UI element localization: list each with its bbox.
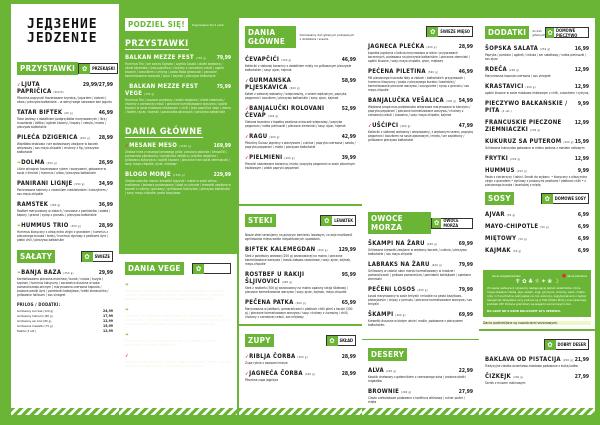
item-price: 32,99 [216,332,231,338]
item-price: 15,99 [574,139,589,145]
item-price: 28,99 [341,371,356,377]
leaf-icon: ❧ [125,307,130,313]
stamp-sosy: ✿ DOMOWE SOSY [541,193,589,204]
item-description: Karmelizowana pieczona marchew / burak / rukola / kuzyla / szpinak / hummus klasyczny / soczewica duszona w sosie pomarańczowo-winnym / marynowana czerwona kapusta / prażone pestki dyni / pomidorki koktajlowe / kiełki słonecznika / grillowane halloumi / sos vinegret [17,277,109,297]
item-price: 6,99 [577,224,589,230]
item-price: 12,99 [574,67,589,73]
menu-item: KRASTAVICI (200 g) 12,99 ogórki kiszone w sosie miodowo-imbirowym z chilli, czosnkiem i cytryną [485,83,589,95]
leaf-icon: ✿ [321,216,332,226]
chili-icon: ➶ [245,354,250,360]
item-description: Grillowane krewetki zawijane w wędzony boczek / cukinia / pieczywo bałkańskie / sos mayo-chipotle [368,248,467,256]
chili-icon: ● [562,273,567,279]
item-price: 27,99 [574,374,589,380]
item-description: Stek z polędwicy wołowej (250 g) sezonowanej na mokro / pieczone karmelizowane warzywa / masło ziołowo-czosnkowe / sosy: ajvar, kajmak, mayo-chipotle [245,254,351,266]
section-title-steki: STEKI [245,214,276,227]
side-item: Falafel (3 szt.) 12,99 [17,329,113,333]
menu-item: KUKURUZ SA PUTEROM (200 g) 15,99 Grillowana kukurydza gotowana w mleku podana z masłem ziołowym [485,138,589,150]
allergen-icons: ♆ ✿ ♣ ☼ ✦ ❀ ☽ [515,278,559,285]
section-title-morza: OWOCE MORZA [368,212,431,234]
item-price: 69,99 [458,312,473,318]
menu-item: JAGNECA PLEĆKA (400 g) 28,99 Łopatka jagnięcia z kością marynowana w winie i przyprawach korzennych, podawana na pieczywie bałkańskim / pieczone ziemniaki / ogórki kiszone / sosy: mayo-chipotle, ajvar, miętowy [368,43,473,63]
item-price: 6,99 [577,236,589,242]
item-description: Łosoś marynowany w sosie teriyaki i miodzie na pesto bazyliowo-pistacjowym / chipsy z jarmużu / pieczone karmelizowane warzywa / sos teriyaki [368,294,472,306]
sub-dania-glowne: DANIA GŁÓWNE [125,127,203,137]
menu-item: PIECZYWO BAŁKAŃSKIE / PITA (4 szt.) 9,99 [485,100,589,114]
stamp-glowne: ✿ ŚWIEŻE MIĘSO [426,26,473,37]
item-price: 28,99 [458,44,473,50]
item-description: Wątróbka drobiowa i ser wołowinowy zawijane w boczek wieprzowy / sos mayo-chipotle / chutney z fig / pieczywo bałkańskie [17,142,99,154]
item-price: 12,99 [574,84,589,90]
item-description: Grillowany w całości okoń morski karmelizowany w miodzie i pomarańczach / grillowa pomarańcza / pomidorki koktajlowe / opiekane ziemniaki [368,269,472,281]
item-description: Krewetki duszone w białym winie i maśle, podawane z pieczywem bałkańskim. [368,319,463,327]
menu-item: ROSTBEF U RAKIJI ŠLJIVOVICI (400 g) 95,99 Stek z rostbefu (300 g) sezonowany na mokro opalony rakiją śliwkową / pieczone karmelizowane warzywa / sosy: ajvar, kajmak, mayo-chipotle [245,271,356,294]
menu-item: ŠKAMPI (400 g) 69,99 Krewetki duszone w białym winie i maśle, podawane z pieczywem bałkańskim. [368,311,473,327]
menu-item: RDEČA (200 g) 12,99 Marynowana kapusta czerwona / sos vinegret [485,66,589,78]
menu-item: PILEĆA DZIGERICA (200 g) 28,99 Wątróbka drobiowa i ser wołowinowy zawijane w boczek wieprzowy / sos mayo-chipotle / chutney z fig / pieczywo bałkańskie [17,134,113,154]
leaf-icon: ❧ [125,282,130,288]
leaf-icon: ● [487,273,491,279]
item-price: 39,99 [341,155,356,161]
menu-item: BALKAN MEZZE FEST (700 g) 79,99 Hummus Trio / ser solony Špinata / szynka Gouda / oliwki wędzone / oliwki kalamata / ljuta papričica / chutney z czerwonej cebuli / ogórki kiszone / czosnkiem i cytryną / pasta Baba ghanoush / pieczone karmelizowane warzywa / ajvar / kajmak / pieczywo bałkańskie [125,54,231,78]
item-price: 28,99 [98,135,113,141]
menu-item: ČIZKEJK (200 g) 27,99 Sernik z musem malinowym [485,373,589,385]
menu-item: BIFTEK KALEMEGDAN (400 g) 129,99 Stek z polędwicy wołowej (250 g) sezonowanej na mokro / pieczone karmelizowane warzywa / masło ziołowo-czosnkowe / sosy: ajvar, kajmak, mayo-chipotle [245,246,356,266]
menu-page [5,4,595,415]
menu-item: PEČENA PATKA (400 g) 65,99 Marynowana w jabłkach, pomarańczach i płatkach chilli pierś z kaczki (300 g) / pieczone karmelizowane warzywa / sosy: chutney z żurawiny i chilli, chutney z czerwonej cebuli, sos miętowy [245,299,356,319]
item-price: 28,99 [98,223,113,229]
column-podziel: PODZIEL SIĘ! Sugerowane dla 2 osób. PRZYSTAWKI BALKAN MEZZE FEST (700 g) 79,99 Hummus Trio / ser solony Špinata / szynka Gouda / oliwki wędzone / oliwki kalamata / ljuta papričica / chutney z czerwonej cebuli / ogórki kiszone / czosnkiem i cytryną / pasta Baba ghanoush / pieczone karmelizowane warzywa / ajvar / kajmak / pieczywo bałkańskie ❧BALKAN MEZZE FEST VEGE (700 g) 75,99 Hummus Trio / suszone pomidory / oliwki wędzone / oliwki kalamata / chutney z czerwonej cebuli / pieczone karmelizowane warzywa / ogórki kiszone w sosie miodowo-imbirowym z chilli / ljuta papričica vege / dolma / falafel / ajvar / kajmak / pasta baba ghanoush / pieczywo bałkańskie DANIA GŁÓWNE ➶MESANE MESO (1600 g) 169,99 Zestaw mięs z naszego lamowego grilla: pieczona golonka / ćevapčići / gurmanska pljeskavica / banjalučka vešalica / piletina dzigerica / grillowana kukurydza / ogórki kiszone / pieczone francuskie ziemniaczki / sosy: mayo-chipotle, ajvar, miętowy BLOGO MORJE (1300 g) 229,99 Zestaw owoców morza: krewetki tygrysie i małże w sosie winno-maślanym / kalmary panierowane / okoń w cytrynie / krewetki zawijane w boczek z cukinią / gambasy / grillowana kukurydza / pieczywo bałkańskie / sosy: mayo-chipotle, pesto bazyliowe DANIA VEGE ✿ BEZ MIĘSA ❧BANJA HALLOUMI (400 g) 46,99 Panierowany w kolorowym sezamie ser halloumi podany na pieczonej cukinii z soczewicą duszoną w winie i sokiem pomarańczy / pieczona papryka / grillowane pomidorki koktajlowe / kiełki słonecznika ❧PEČENI SIR (400 g) 38,99 Zapiekany ser sałatkowy z pomidorkami koktajlowymi / tymiankiem / czarne oliwki / grillowana papryka / cukinia / chutney z czerwonej cebuli / tuszowane płatki chili / oliwa czosnkowa / pieczywo bałkańskie ❧PALAČINKI (400 g) 32,99 Placki warzywne / pasta Baba Ghanoush / ser sałatkowy / kiełki słonecznika / pomidorki koktajlowe ➶RAGU VEGE (400 g) 35,99 Pikantny Gulasz warzywny / cukinia / papryka czerwona / sałata / papryka pepperoni / jogurt grecki / mięta / pieczywo bałkańskie [119,4,237,415]
stamp-desery: ✿ DOBRY DESER [544,339,589,350]
item-description: Pikantny Gulasz warzywny / cukinia / papryka czerwona / sałata / papryka pepperoni / jogurt grecki / mięta / pieczywo bałkańskie [125,360,231,368]
item-price: 9,99 [577,168,589,174]
item-description: Grillowana kukurydza gotowana w mleku podana z masłem ziołowym [485,146,585,150]
allergen-info-box: ● danie wegetariańskie ● danie pikantne ♆ ✿ ♣ ☼ ✦ ❀ ☽ W naszej restauracji używamy następującej jakości składników, które mogą zawierać zboża, jaja, sezam, soja, gorczyca, orzechy, seler, mleko, ryby i ich pochodne. Jeśli jesteś na coś uczulony, zapytaj kelnera o wykaz alergenów. Wszystkie ceny podane są w PLN (Polski Złoty) oraz zawierają podatek VAT. Podane gramatury są wagami surowcowymi dań. DO GRUP OD 6 OSÓB DOLICZAMY 10% SERWISU. [483,270,591,317]
item-description: Kotlet z siekanej wołowiny / wieprzowiny, z serem wędzonym, papryką pepperoni i boczkiem / pieczywo bałkańskie / sosy: ajvar, kajmak [245,92,347,100]
item-description: Łopatka jagnięcia z kością marynowana w winie i przyprawach korzennych, podawana na pieczywie bałkańskim / pieczone ziemniaki / ogórki kiszone / sosy: mayo-chipotle, ajvar, miętowy [368,51,470,63]
menu-item: ĆEVAPČIĆI (300 g) 46,99 Kotleciki z siekanej baraniny z dodatkiem mięty na grillowanym pieczywie bałkańskim / sosy: ajvar, kajmak [245,56,356,72]
item-description: Rostbef marynowany w ziołach / concasse z pomidorów / sałata / kapary / granat / syrop z granatu / pieczywo bałkańskie [17,209,111,217]
section-title-dodatki: DODATKI [485,26,529,39]
leaf-icon: ❧ [17,160,22,166]
column-przystawki [5,4,119,415]
item-price: 6,99 [577,248,589,254]
menu-item: PEČENI LOSOS (400 g) 79,99 Łosoś marynowany w sosie teriyaki i miodzie na pesto bazyliowo-pistacjowym / chipsy z jarmużu / pieczone karmelizowane warzywa / sos teriyaki [368,286,473,306]
item-price: 34,99 [98,181,113,187]
menu-item: ŠKAMPI NA ŽARU (400 g) 69,99 Grillowane krewetki zawijane w wędzony boczek / cukinia / pieczywo bałkańskie / sos mayo-chipotle [368,240,473,256]
item-price: 28,99 [341,354,356,360]
menu-item: ➶RIBLJA ČORBA (300 g) 28,99 Zupa rybna z owocami morza [245,353,356,365]
column-glowne-b [362,4,479,204]
item-description: Pół pieczonego kurczaka łódy w ziołach i bałkańskich przyprawach / hummus klasyczny / pasta z pieczonego buraka i laseńskiej / karmelizowane pieczone warzywa / szczypiorek / syrop z granatu / sos mayo-chipotle [368,76,470,92]
item-price: 54,99 [458,98,473,104]
menu-item: PEĆENA PILETINA (500 g) 46,99 Pół pieczonego kurczaka łódy w ziołach i bałkańskich przyprawach / hummus klasyczny / pasta z pieczonego buraka i laseńskiej / karmelizowane pieczone warzywa / szczypiorek / syrop z granatu / sos mayo-chipotle [368,68,473,92]
item-price: 46,99 [98,110,113,116]
item-description: Tradycyjne ciastko orzechowo-miodowe podawane z kulką lodów [485,364,578,368]
item-price: 79,99 [216,55,231,61]
menu-item: HUMMUS (100 g) 9,99 Pasta z ciecierzycy i tahini. Smaki do wyboru: • klasyczny z oliwą extra virgin z granatem • dyniowy z prażonymi pestkami i płatkami chilli • z pieczonego buraka i laseńskiej z miętą [485,167,589,187]
menu-item: ❧PEČENI SIR (400 g) 38,99 Zapiekany ser sałatkowy z pomidorkami koktajlowymi / tymiankiem / czarne oliwki / grillowana papryka / cukinia / chutney z czerwonej cebuli / tuszowane płatki chili / oliwa czosnkowa / pieczywo bałkańskie [125,306,231,326]
item-price: 75,99 [216,84,231,90]
leaf-icon: ✿ [432,218,441,228]
leaf-icon: ❧ [125,84,130,90]
chili-icon: ➶ [17,82,22,88]
leaf-icon: ✿ [82,252,93,262]
stamp-zupy: ✿ SKŁAD [326,335,356,346]
chili-icon: ➶ [368,123,373,129]
item-price: 169,99 [213,143,231,149]
menu-item: ŠOPSKA SALATA (250 g) 16,99 Papryka / pomidor / ogórek / cebula / ser sałatkowy / natka pietruszki / sos ajvar [485,45,589,61]
column-dodatki: DODATKI do dań głównych ✿ DOMOWE PIECZYWO ŠOPSKA SALATA (250 g) 16,99 Papryka / pomidor / ogórek / cebula / ser sałatkowy / natka pietruszki / sos ajvar RDEČA (200 g) 12,99 Marynowana kapusta czerwona / sos vinegret KRASTAVICI (200 g) 12,99 ogórki kiszone w sosie miodowo-imbirowym z chilli, czosnkiem i cytryną PIECZYWO BAŁKAŃSKIE / PITA (4 szt.) 9,99 FRANCUSKIE PIECZONE ZIEMNIACZKI (200 g) 12,99 KUKURUZ SA PUTEROM (200 g) 15,99 Grillowana kukurydza gotowana w mleku podana z masłem ziołowym FRYTKI (200 g) 12,99 HUMMUS (100 g) 9,99 Pasta z ciecierzycy i tahini. Smaki do wyboru: • klasyczny z oliwą extra virgin z granatem • dyniowy z prażonymi pestkami i płatkami chilli • z pieczonego buraka i laseńskiej z miętą SOSY ✿ DOMOWE SOSY AJVAR (50 g) 6,99 MAYO-CHIPOTLE (50 g) 6,99 MIĘTOWY (50 g) 6,99 KAJMAK (50 g) 6,99 [479,4,595,266]
item-price: 129,99 [338,247,356,253]
item-price: 29,99 [98,270,113,276]
item-price: 47,99 [458,123,473,129]
item-price: 12,99 [574,120,589,126]
item-price: 6,99 [577,212,589,218]
chili-icon: ➶ [245,155,250,161]
menu-item: ➶RAGU VEGE (400 g) 35,99 Pikantny Gulasz warzywny / cukinia / papryka czerwona / sałata / papryka pepperoni / jogurt grecki / mięta / pieczywo bałkańskie [125,352,231,368]
item-price: 229,99 [213,172,231,178]
item-description: Pikantna zupa jagnięca [245,378,279,382]
leaf-icon: ✿ [193,264,204,274]
leaf-icon: ✿ [79,64,90,74]
item-description: Zapiekany ser sałatkowy z pomidorkami koktajlowymi / tymiankiem / czarne oliwki / grillowana papryka / cukinia / chutney z czerwonej cebuli / tuszowane płatki chili / oliwa czosnkowa / pieczywo bałkańskie [125,314,231,326]
item-description: Pikantny Gulasz jagnięcy z warzywami / cukinia / papryka czerwona / sałata / papryka pepperoni / mięta / pieczywo bałkańskie [245,141,356,149]
chili-icon: ➶ [125,353,130,359]
menu-item: FRYTKI (200 g) 12,99 [485,155,589,162]
menu-item: ❧PALAČINKI (400 g) 32,99 Placki warzywne / pasta Baba Ghanoush / ser sałatkowy / kiełki słonecznika / pomidorki koktajlowe [125,331,231,347]
item-description: Zupa rybna z owocami morza [245,361,288,365]
item-price: 42,99 [341,134,356,140]
menu-item: ❧HUMMUS TRIO (300 g) 28,99 Hummus klasyczny z oliwą extra virgin z granatem / hummus z pieczonego buraka i tartej / hummus dyniowy z pestkami dyni / płatki chili / pieczywo bałkańskie [17,222,113,242]
leaf-icon: ✿ [327,336,338,346]
menu-item: ❧BANJA BAZA (250 g) 29,99 Karmelizowana pieczona marchew / burak / rukola / kuzyla / szpinak / hummus klasyczny / soczewica duszona w sosie pomarańczowo-winnym / marynowana czerwona kapusta / prażone pestki dyni / pomidorki koktajlowe / kiełki słonecznika / grillowane halloumi / sos vinegret [17,269,113,297]
menu-item: ➶RAGU (400 g) 42,99 Pikantny Gulasz jagnięcy z warzywami / cukinia / papryka czerwona / sałata / papryka pepperoni / mięta / pieczywo bałkańskie [245,133,356,149]
chili-icon: ➶ [245,78,250,84]
item-description: Pikantna papryczki faszerowane bryndzą / jogurtem / ziołami / oliwa / pieczywo bałkańskie – w wersji wege serowane bez jogurtu [17,96,113,104]
item-price: 22,99 [458,368,473,374]
menu-item: BAKLAVA OD PISTACIJA (200 g) 21,99 Tradycyjne ciastko orzechowo-miodowe podawane z kulką lodów [485,356,589,368]
menu-item: BLOGO MORJE (1300 g) 229,99 Zestaw owoców morza: krewetki tygrysie i małże w sosie winno-maślanym / kalmary panierowane / okoń w cytrynie / krewetki zawijane w boczek z cukinią / gambasy / grillowana kukurydza / pieczywo bałkańskie / sosy: mayo-chipotle, pesto bazyliowe [125,171,231,195]
zigzag-border [119,408,237,415]
menu-item: BROWNIE (200 g) 27,99 Ciasto czekoladowe podawane z konfiturą wiśniową / cukier puder / mięta [368,388,473,404]
chili-icon: ➶ [125,143,130,149]
side-item: Grillowany halloumi (80 g) 17,99 [17,314,113,318]
section-zupy [239,326,362,415]
menu-item: RAMSTEK (280 g) 36,99 Rostbef marynowany w ziołach / concasse z pomidorów / sałata / kapary / granat / syrop z granatu / pieczywo bałkańskie [17,201,113,217]
item-description: Liście winogron faszerowane ryżem i warzywami, gotowane w sosie z limonki / hummus / oliwa / pieczywo bałkańskie [17,167,106,175]
menu-item: ➶MESANE MESO (1600 g) 169,99 Zestaw mięs z naszego lamowego grilla: pieczona golonka / ćevapčići / gurmanska pljeskavica / banjalučka vešalica / piletina dzigerica / grillowana kukurydza / ogórki kiszone / pieczone francuskie ziemniaczki / sosy: mayo-chipotle, ajvar, miętowy [125,142,231,166]
leaf-icon: ❧ [17,223,22,229]
menu-item: ➶PIELMIENI (400 g) 39,99 Pierożki nadziewane baraniną, miętą i papryką pepperoni w sosie pikantnym kwiatowym / płatki papryki pepperoni [245,154,356,170]
section-desery [362,340,479,415]
item-description: Stek z rostbefu (300 g) sezonowany na mokro opalony rakiją śliwkową / pieczone karmelizowane warzywa / sosy: ajvar, kajmak, mayo-chipotle [245,286,348,294]
stamp-vege: ✿ BEZ MIĘSA [192,263,231,274]
item-description: Marynowana w jabłkach, pomarańczach i płatkach chilli pierś z kaczki (300 g) / pieczone karmelizowane warzywa / sosy: chutney z żurawiny i chilli, chutney z czerwonej cebuli, sos miętowy [245,307,353,319]
zigzag-border [362,408,479,415]
menu-item: KAJMAK (50 g) 6,99 [485,247,589,254]
section-title-sosy: SOSY [485,192,514,205]
section-title-zupy: ZUPY [245,334,274,347]
brand-logo: ЈЕДЗЕНИЕ JEDZENIE [27,17,98,46]
section-steki: STEKI ✿ LEWATEK Nasze steki serwujemy na gorącym kamieniu lawowym, co daje możliwość zgrillowania mięsa wedle indywidualnych upodobań. BIFTEK KALEMEGDAN (400 g) 129,99 Stek z polędwicy wołowej (250 g) sezonowanej na mokro / pieczone karmelizowane warzywa / masło ziołowo-czosnkowe / sosy: ajvar, kajmak, mayo-chipotle ROSTBEF U RAKIJI ŠLJIVOVICI (400 g) 95,99 Stek z rostbefu (300 g) sezonowany na mokro opalony rakiją śliwkową / pieczone karmelizowane warzywa / sosy: ajvar, kajmak, mayo-chipotle PEČENA PATKA (400 g) 65,99 Marynowana w jabłkach, pomarańczach i płatkach chilli pierś z kaczki (300 g) / pieczone karmelizowane warzywa / sosy: chutney z żurawiny i chilli, chutney z czerwonej cebuli, sos miętowy [239,204,362,324]
side-item: Grillowany ser kozi (80 g) 12,99 [17,319,113,323]
item-price: 52,99 [341,106,356,112]
item-description: Panierowany w kolorowym sezamie ser halloumi podany na pieczonej cukinii z soczewicą duszoną w winie i sokiem pomarańczy / pieczona papryka / grillowane pomidorki koktajlowe / kiełki słonecznika [125,289,225,301]
leaf-icon: ❧ [17,270,22,276]
side-item: Grillowane krewetki (75 g) 15,99 [17,324,113,328]
menu-item: LABRAKS NA ŽARU (400 g) 79,99 Grillowany w całości okoń morski karmelizowany w miodzie i pomarańczach / grillowa pomarańcza / pomidorki koktajlowe / opiekane ziemniaki [368,261,473,281]
zigzag-border [11,408,119,415]
menu-item: ➶GURMANSKA PLJESKAVICA (400 g) 58,99 Kotlet z siekanej wołowiny / wieprzowiny, z serem wędzonym, papryką pepperoni i boczkiem / pieczywo bałkańskie / sosy: ajvar, kajmak [245,77,356,100]
item-price: 27,99 [458,389,473,395]
item-description: Pasta z ciecierzycy i tahini. Smaki do wyboru: • klasyczny z oliwą extra virgin z granatem • dyniowy z prażonymi pestkami i płatkami chilli • z pieczonego buraka i laseńskiej z miętą [485,175,587,187]
menu-item: TATAR BIFTEK (60 g) 46,99 Tatar wołowy z dodatkiem podgrzybków marynowanych / ikrą / musztarda / żółtko / ogórek kiszony / kapary / cebula / masło / pieczywo bałkańskie [17,109,113,129]
item-description: Papryka / pomidor / ogórek / cebula / ser sałatkowy / natka pietruszki / sos ajvar [485,53,587,61]
leaf-icon: ✿ [547,28,553,37]
item-description: Wędzona praga mas polędwiczka wieprzowa marynowana w łubczyku / papryka pepperoni / pieczone karmelizowane warzywa / chutney z czerwonej cebuli / tuzowina / sosy: mayo-chipotle, kajmak [368,105,471,117]
item-description: Siekana baranina z łopatką zawijana w boczek wieprzowy / papryka pepperoni / natka pietruszki / pieczone ziemniaki / sosy: ajvar, kajmak [245,120,346,128]
item-price: 69,99 [458,241,473,247]
item-price: 36,99 [98,202,113,208]
item-description: ogórki kiszone w sosie miodowo-imbirowym z chilli, czosnkiem i cytryną [485,91,589,95]
menu-item: ➶BANJALUČKI ROLOVANI ĆEVAP (400 g) 52,99 Siekana baranina z łopatką zawijana w boczek wieprzowy / papryka pepperoni / natka pietruszki / pieczone ziemniaki / sosy: ajvar, kajmak [245,105,356,128]
section-vege [119,254,237,415]
stamp-dodatki: ✿ DOMOWE PIECZYWO [545,27,589,38]
item-price: 12,99 [574,156,589,162]
item-price: 46,99 [458,69,473,75]
item-description: Zestaw mięs z naszego lamowego grilla: pieczona golonka / ćevapčići / gurmanska pljeskavica / banjalučka vešalica / piletina dzigerica / grillowana kukurydza / ogórki kiszone / pieczone francuskie ziemniaczki / sosy: mayo-chipotle, ajvar, miętowy [125,150,230,166]
menu-item: MIĘTOWY (50 g) 6,99 [485,235,589,242]
item-price: 16,99 [574,46,589,52]
menu-item: ❧BALKAN MEZZE FEST VEGE (700 g) 75,99 Hummus Trio / suszone pomidory / oliwki wędzone / oliwki kalamata / chutney z czerwonej cebuli / pieczone karmelizowane warzywa / ogórki kiszone w sosie miodowo-imbirowym z chilli / ljuta papričica vege / dolma / falafel / ajvar / kajmak / pasta baba ghanoush / pieczywo bałkańskie [125,83,231,114]
item-price: 46,99 [341,57,356,63]
menu-item: ❧DOLMA (250 g) 26,99 Liście winogron faszerowane ryżem i warzywami, gotowane w sosie z limonki / hummus / oliwa / pieczywo bałkańskie [17,159,113,175]
item-description: Panierowane kalmary z czosnkiem niedźwiedzim i łubczykiem / sos mayo-chipotle [17,188,108,196]
menu-item: ALVA (200 g) 22,99 Kosztik chałwowy z gałonnikiem z czerwonego wina / prażone płatki migdałów [368,367,473,383]
menu-item: PANIRANI LIGNJE (250 g) 34,99 Panierowane kalmary z czosnkiem niedźwiedzim i łubczykiem / sos mayo-chipotle [17,180,113,196]
stamp-przystawki: ✿ PRZEKĄSKI [78,63,118,74]
section-title-przystawki: PRZYSTAWKI [17,62,78,75]
menu-item: ➶LJUTA PAPRIČICA (400/5) 29,99/27,99 Pikantna papryczki faszerowane bryndzą / jogurtem / ziołami / oliwa / pieczywo bałkańskie – w wersji wege serowane bez jogurtu [17,81,113,104]
item-price: 29,99/27,99 [82,82,113,88]
menu-item: BANJALUČKA VEŠALICA (400 g) 54,99 Wędzona praga mas polędwiczka wieprzowa marynowana w łubczyku / papryka pepperoni / pieczone karmelizowane warzywa / chutney z czerwonej cebuli / tuzowina / sosy: mayo-chipotle, kajmak [368,97,473,117]
stamp-steki: ✿ LEWATEK [320,215,356,226]
badge-podziel: PODZIEL SIĘ! [125,18,188,31]
section-info-desery [479,266,595,415]
item-description: Ciasto czekoladowe podawane z konfiturą wiśniową / cukier puder / mięta [368,396,465,404]
menu-item: MAYO-CHIPOTLE (50 g) 6,99 [485,223,589,230]
seasonal-note: Dania podkreślone są nowościami sezonowymi. [483,321,591,325]
menu-item: ➶UŠĆIPCI (400 g) 47,99 Kotleciki z siekanej wołowiny i wieprzowiny, z wędzonym serem, papryką pepperoni i boczkiem na sosie ajwarowym / mięta / ser zapiekany / grillowane pieczywo bałkańskie [368,122,473,142]
sides-title: PRILOG / DODATKI: [17,302,61,307]
menu-item: AJVAR (50 g) 6,99 [485,211,589,218]
item-price: 46,99 [216,282,231,288]
item-description: Kotleciki z siekanej wołowiny i wieprzowiny, z wędzonym serem, papryką pepperoni i boczkiem na sosie ajwarowym / mięta / ser zapiekany / grillowane pieczywo bałkańskie [368,130,473,142]
menu-item: ➶JAGNEĆA ČORBA (300 g) 28,99 Pikantna zupa jagnięca [245,370,356,382]
menu-item: ❧BANJA HALLOUMI (400 g) 46,99 Panierowany w kolorowym sezamie ser halloumi podany na pieczonej cukinii z soczewicą duszoną w winie i sokiem pomarańczy / pieczona papryka / grillowane pomidorki koktajlowe / kiełki słonecznika [125,281,231,301]
item-description: Zestaw owoców morza: krewetki tygrysie i małże w sosie winno-maślanym / kalmary panierowane / okoń w cytrynie / krewetki zawijane w boczek z cukinią / gambasy / grillowana kukurydza / pieczywo bałkańskie / sosy: mayo-chipotle, pesto bazyliowe [125,179,231,195]
item-description: Kosztik chałwowy z gałonnikiem z czerwonego wina / prażone płatki migdałów [368,375,466,383]
item-price: 58,99 [341,78,356,84]
item-price: 95,99 [341,272,356,278]
item-price: 79,99 [458,262,473,268]
item-description: Marynowana kapusta czerwona / sos vinegret [485,74,551,78]
legend-spicy: ● danie pikantne [562,273,587,279]
leaf-icon: ✿ [542,194,553,204]
stamp-salaty: ✿ ŚWIEŻE [81,251,113,262]
item-description: Pierożki nadziewane baraniną, miętą i papryką pepperoni w sosie pikantnym kwiatowym / płatki papryki pepperoni [245,162,356,170]
leaf-icon: ✿ [427,27,438,37]
section-owoce-morza [362,204,479,339]
zigzag-border [239,408,362,415]
item-price: 26,99 [98,160,113,166]
item-description: Placki warzywne / pasta Baba Ghanoush / ser sałatkowy / kiełki słonecznika / pomidorki koktajlowe [125,339,216,347]
chili-icon: ➶ [245,106,250,112]
item-description: Tatar wołowy z dodatkiem podgrzybków marynowanych / ikrą / musztarda / żółtko / ogórek kiszony / kapary / cebula / masło / pieczywo bałkańskie [17,117,108,129]
chili-icon: ➶ [245,134,250,140]
item-price: 35,99 [216,353,231,359]
section-title-desery: DESERY [368,348,407,361]
chili-icon: ➶ [245,371,250,377]
section-title-salaty: SAŁATY [17,250,55,263]
item-price: 9,99 [577,101,589,107]
item-description: Hummus klasyczny z oliwą extra virgin z granatem / hummus z pieczonego buraka i tartej / hummus dyniowy z pestkami dyni / płatki chili / pieczywo bałkańskie [17,230,109,242]
item-description: Sernik z musem malinowym [485,381,526,385]
zigzag-border [479,408,595,415]
section-title-glowne: DANIA GŁÓWNE [245,26,296,48]
menu-item: FRANCUSKIE PIECZONE ZIEMNIACZKI (200 g) 12,99 [485,119,589,133]
leaf-icon: ❧ [125,332,130,338]
section-title-vege: DANIA VEGE [125,262,184,275]
item-price: 21,99 [574,357,589,363]
item-price: 79,99 [458,287,473,293]
stamp-morza: ✿ OWOCE MORZA [431,218,473,229]
item-description: Hummus Trio / ser solony Špinata / szynka Gouda / oliwki wędzone / oliwki kalamata / ljuta papričica / chutney z czerwonej cebuli / ogórki kiszone / czosnkiem i cytryną / pasta Baba ghanoush / pieczone karmelizowane warzywa / ajvar / kajmak / pieczywo bałkańskie [125,62,224,78]
leaf-icon: ✿ [545,340,556,350]
sub-przystawki: PRZYSTAWKI [125,39,189,49]
item-description: Kotleciki z siekanej baraniny z dodatkiem mięty na grillowanym pieczywie bałkańskim / sosy: ajvar, kajmak [245,64,352,72]
item-description: Hummus Trio / suszone pomidory / oliwki wędzone / oliwki kalamata / chutney z czerwonej cebuli / pieczone karmelizowane warzywa / ogórki kiszone w sosie miodowo-imbirowym z chilli / ljuta papričica vege / dolma / falafel / ajvar / kajmak / pasta baba ghanoush / pieczywo bałkańskie [125,98,231,114]
side-item: Grillowany kurczak (120 g) 24,99 [17,309,113,313]
legend-vege: ● danie wegetariańskie [487,273,521,279]
item-price: 38,99 [216,307,231,313]
item-price: 65,99 [341,300,356,306]
column-glowne-a: DANIA GŁÓWNE Domawiamy dań głównych podawanych z dodatkami i sosami. ĆEVAPČIĆI (300 g) 46,99 Kotleciki z siekanej baraniny z dodatkiem mięty na grillowanym pieczywie bałkańskim / sosy: ajvar, kajmak ➶GURMANSKA PLJESKAVICA (400 g) 58,99 Kotlet z siekanej wołowiny / wieprzowiny, z serem wędzonym, papryką pepperoni i boczkiem / pieczywo bałkańskie / sosy: ajvar, kajmak ➶BANJALUČKI ROLOVANI ĆEVAP (400 g) 52,99 Siekana baranina z łopatką zawijana w boczek wieprzowy / papryka pepperoni / natka pietruszki / pieczone ziemniaki / sosy: ajvar, kajmak ➶RAGU (400 g) 42,99 Pikantny Gulasz jagnięcy z warzywami / cukinia / papryka czerwona / sałata / papryka pepperoni / mięta / pieczywo bałkańskie ➶PIELMIENI (400 g) 39,99 Pierożki nadziewane baraniną, miętą i papryką pepperoni w sosie pikantnym kwiatowym / płatki papryki pepperoni [239,4,362,204]
